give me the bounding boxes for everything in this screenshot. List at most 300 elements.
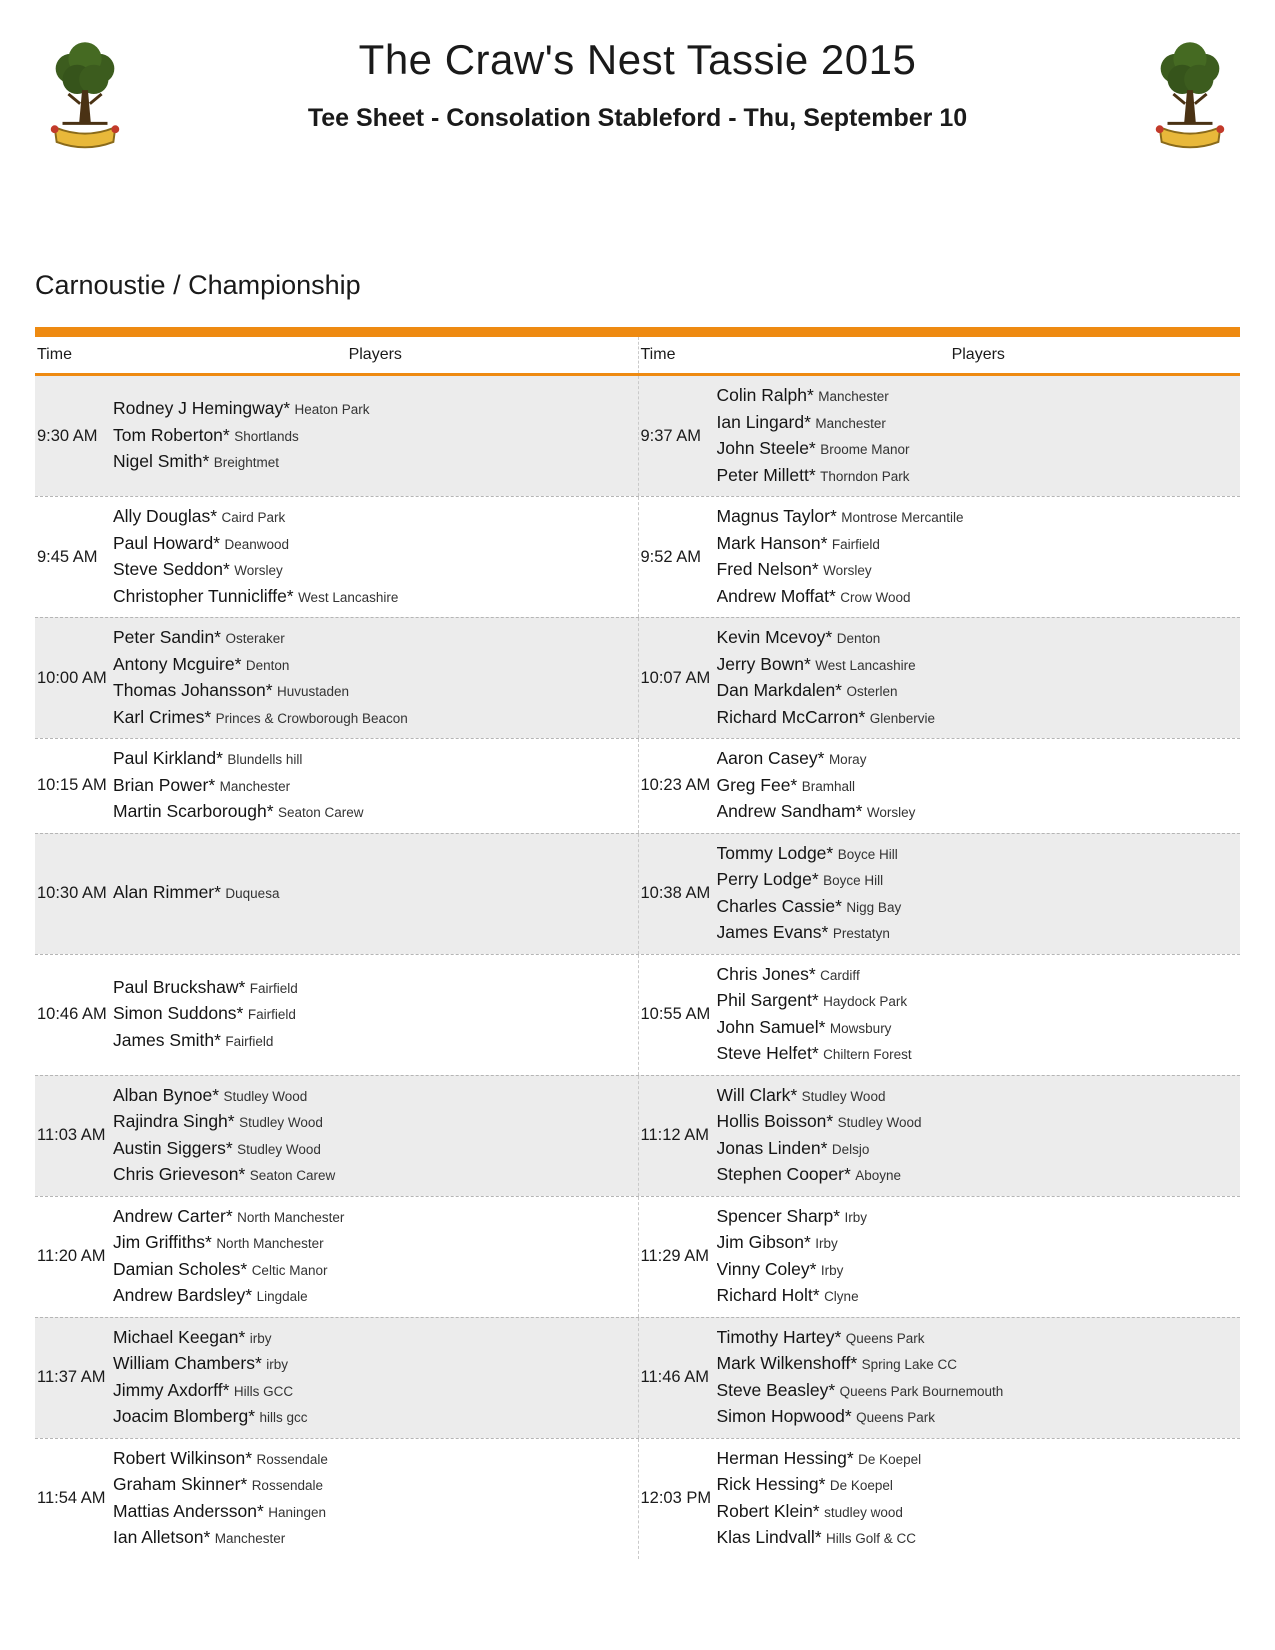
player-entry	[717, 1109, 1241, 1136]
players-list	[717, 1439, 1241, 1559]
player-club: hills gcc	[259, 1410, 308, 1425]
page-subtitle: Tee Sheet - Consolation Stableford - Thu, September 10	[307, 104, 968, 132]
tee-group-right	[638, 1197, 1241, 1317]
player-name: Ian Lingard*	[716, 411, 811, 432]
player-name: Jerry Bown*	[716, 653, 811, 674]
player-name: Michael Keegan*	[113, 1326, 246, 1347]
player-club: De Koepel	[829, 1478, 893, 1493]
tee-group-right	[638, 497, 1241, 617]
player-entry	[113, 1351, 638, 1378]
player-club: Studley Wood	[237, 1141, 321, 1157]
player-name: Simon Suddons*	[113, 1003, 244, 1024]
tee-group-left	[35, 497, 638, 617]
player-club: Fairfield	[247, 1007, 296, 1023]
player-name: Karl Crimes*	[113, 706, 212, 727]
player-club: Manchester	[815, 415, 886, 431]
player-entry	[717, 625, 1241, 652]
player-entry	[113, 975, 638, 1002]
club-crest-logo-left	[41, 34, 129, 156]
tee-group-right	[638, 1318, 1241, 1438]
player-name: Nigel Smith*	[113, 451, 210, 472]
player-entry	[717, 678, 1241, 705]
players-list	[113, 1076, 638, 1196]
player-club: Duquesa	[225, 886, 280, 902]
tee-time: 9:52 AM	[640, 547, 702, 566]
player-entry	[113, 557, 638, 584]
player-name: Greg Fee*	[716, 774, 798, 795]
player-entry	[113, 1378, 638, 1405]
player-entry	[113, 678, 638, 705]
player-name: Dan Markdalen*	[716, 680, 842, 700]
player-entry	[113, 652, 638, 679]
player-club: Rossendale	[256, 1451, 328, 1467]
player-club: Lingdale	[256, 1289, 308, 1304]
player-entry	[717, 531, 1241, 558]
column-header-players-left: Players	[348, 346, 402, 363]
player-club: Montrose Mercantile	[841, 510, 964, 525]
player-entry	[717, 1230, 1241, 1257]
players-list	[717, 376, 1241, 496]
player-entry	[113, 1325, 638, 1352]
player-club: Worsley	[823, 563, 872, 578]
table-row	[35, 617, 1240, 738]
player-name: Rajindra Singh*	[113, 1111, 235, 1131]
tee-time: 10:38 AM	[640, 884, 711, 902]
player-club: Mowsbury	[829, 1020, 892, 1036]
tee-time: 9:45 AM	[37, 547, 98, 566]
player-entry	[717, 584, 1241, 611]
player-entry	[113, 880, 638, 907]
tee-time: 10:00 AM	[37, 668, 107, 687]
players-list	[717, 834, 1241, 954]
player-club: Queens Park Bournemouth	[839, 1383, 1004, 1399]
player-name: Peter Millett*	[716, 464, 816, 485]
player-entry	[717, 1083, 1241, 1110]
player-club: Princes & Crowborough Beacon	[215, 710, 408, 726]
tee-group-right	[638, 1076, 1241, 1196]
tee-group-left	[35, 955, 638, 1075]
tee-time: 10:07 AM	[640, 668, 711, 687]
table-row	[35, 833, 1240, 954]
player-club: Manchester	[818, 389, 889, 404]
course-section-title: Carnoustie / Championship	[35, 270, 361, 300]
table-header-left	[35, 337, 638, 373]
player-club: Deanwood	[224, 536, 289, 552]
tee-time: 10:23 AM	[640, 776, 711, 795]
page-title: The Craw's Nest Tassie 2015	[358, 36, 917, 83]
players-list	[717, 497, 1241, 617]
player-club: Clyne	[824, 1289, 859, 1304]
player-entry	[113, 1136, 638, 1163]
player-club: Boyce Hill	[823, 873, 884, 888]
players-list	[113, 739, 638, 833]
tee-group-left	[35, 739, 638, 833]
player-entry	[717, 1283, 1241, 1310]
table-row	[35, 376, 1240, 496]
player-entry	[113, 1230, 638, 1257]
player-club: Thorndon Park	[820, 468, 910, 484]
player-name: Spencer Sharp*	[716, 1205, 841, 1226]
tee-group-left	[35, 1318, 638, 1438]
player-name: Richard Holt*	[716, 1285, 820, 1305]
player-entry	[113, 1109, 638, 1136]
player-entry	[717, 1404, 1241, 1431]
player-name: Phil Sargent*	[716, 990, 819, 1010]
player-entry	[113, 584, 638, 611]
table-row	[35, 1438, 1240, 1559]
player-entry	[113, 449, 638, 476]
players-list	[113, 376, 638, 496]
player-entry	[717, 746, 1241, 773]
player-name: Stephen Cooper*	[716, 1164, 851, 1184]
players-list	[717, 1076, 1241, 1196]
tee-group-right	[638, 739, 1241, 833]
player-club: Hills GCC	[233, 1383, 294, 1399]
player-club: Studley Wood	[801, 1088, 886, 1104]
players-list	[717, 1318, 1241, 1438]
tee-time: 9:30 AM	[37, 426, 98, 445]
player-club: Haningen	[268, 1504, 327, 1520]
player-entry	[717, 773, 1241, 800]
player-entry	[717, 436, 1241, 463]
tee-group-left	[35, 1076, 638, 1196]
tee-time: 11:20 AM	[37, 1247, 106, 1265]
player-name: Tommy Lodge*	[716, 842, 834, 863]
document-header	[35, 28, 1240, 178]
tee-time: 12:03 PM	[640, 1489, 712, 1507]
player-club: Osteraker	[225, 631, 285, 646]
player-club: Caird Park	[221, 510, 286, 525]
tee-time: 11:03 AM	[37, 1126, 106, 1144]
player-name: Robert Wilkinson*	[113, 1447, 253, 1468]
player-name: Chris Jones*	[716, 963, 816, 984]
player-club: irby	[249, 1330, 272, 1346]
player-name: Ian Alletson*	[113, 1527, 211, 1547]
players-list	[113, 1197, 638, 1317]
table-row	[35, 954, 1240, 1075]
players-list	[113, 618, 638, 738]
player-name: James Evans*	[716, 922, 829, 942]
player-club: Denton	[836, 631, 881, 646]
player-name: Aaron Casey*	[716, 748, 825, 768]
player-club: Fairfield	[831, 536, 880, 552]
player-club: studley wood	[824, 1504, 903, 1520]
player-name: Andrew Moffat*	[716, 585, 836, 606]
player-club: Huvustaden	[277, 684, 350, 699]
player-entry	[717, 1325, 1241, 1352]
tee-table-body	[35, 376, 1240, 1559]
player-entry	[717, 410, 1241, 437]
player-club: North Manchester	[216, 1236, 324, 1251]
player-club: Irby	[820, 1262, 844, 1278]
table-row	[35, 496, 1240, 617]
tee-group-left	[35, 1197, 638, 1317]
players-list	[717, 739, 1241, 833]
tee-group-right	[638, 834, 1241, 954]
player-entry	[717, 894, 1241, 921]
player-name: James Smith*	[113, 1029, 221, 1050]
player-entry	[717, 1136, 1241, 1163]
player-club: Boyce Hill	[837, 846, 898, 862]
player-club: Heaton Park	[294, 402, 370, 418]
player-club: Nigg Bay	[846, 899, 902, 915]
player-club: irby	[266, 1357, 288, 1372]
player-entry	[717, 799, 1241, 826]
player-club: Delsjo	[831, 1141, 870, 1157]
player-entry	[113, 1499, 638, 1526]
player-name: Antony Mcguire*	[113, 653, 242, 674]
tee-group-right	[638, 1439, 1241, 1559]
player-entry	[113, 1001, 638, 1028]
player-name: Vinny Coley*	[716, 1258, 817, 1279]
player-entry	[113, 1257, 638, 1284]
player-entry	[113, 1028, 638, 1055]
player-club: Studley Wood	[223, 1088, 308, 1104]
player-name: Alan Rimmer*	[113, 882, 221, 903]
player-club: Seaton Carew	[277, 805, 364, 820]
player-name: Richard McCarron*	[716, 706, 866, 727]
player-name: Damian Scholes*	[113, 1258, 248, 1279]
player-name: Robert Klein*	[716, 1500, 820, 1521]
club-crest-logo-right	[1146, 34, 1234, 156]
player-name: Graham Skinner*	[113, 1474, 248, 1494]
player-entry	[113, 1472, 638, 1499]
player-entry	[113, 1525, 638, 1552]
player-entry	[717, 557, 1241, 584]
player-club: Haydock Park	[823, 994, 908, 1009]
player-name: Perry Lodge*	[716, 869, 819, 889]
player-name: Martin Scarborough*	[113, 801, 274, 821]
player-club: Denton	[245, 657, 290, 673]
player-club: Worsley	[866, 805, 916, 820]
player-club: West Lancashire	[815, 657, 916, 673]
player-name: Steve Beasley*	[716, 1379, 836, 1400]
tee-group-left	[35, 376, 638, 496]
player-entry	[717, 1378, 1241, 1405]
player-club: West Lancashire	[298, 589, 399, 605]
tee-group-right	[638, 955, 1241, 1075]
player-name: Paul Kirkland*	[113, 748, 223, 768]
player-club: Irby	[844, 1209, 868, 1225]
players-list	[113, 497, 638, 617]
player-name: Andrew Sandham*	[716, 801, 863, 821]
player-entry	[113, 423, 638, 450]
player-club: Blundells hill	[227, 752, 303, 767]
table-header-right	[638, 337, 1241, 373]
tee-time: 11:54 AM	[37, 1489, 106, 1507]
tee-time: 10:46 AM	[37, 1005, 107, 1023]
player-entry	[717, 1015, 1241, 1042]
player-name: John Samuel*	[716, 1016, 826, 1037]
player-club: Bramhall	[801, 778, 855, 794]
player-club: Manchester	[219, 778, 291, 794]
player-name: John Steele*	[716, 438, 816, 458]
players-list	[717, 1197, 1241, 1317]
player-name: Jim Griffiths*	[113, 1232, 212, 1252]
table-row	[35, 1196, 1240, 1317]
player-club: Crow Wood	[840, 589, 911, 605]
player-name: Chris Grieveson*	[113, 1164, 246, 1184]
tee-group-right	[638, 376, 1241, 496]
player-club: Fairfield	[225, 1033, 274, 1049]
player-entry	[717, 652, 1241, 679]
player-name: Paul Howard*	[113, 532, 220, 553]
player-entry	[113, 1446, 638, 1473]
player-club: Shortlands	[234, 428, 299, 444]
column-header-time-right: Time	[640, 346, 676, 363]
player-name: Thomas Johansson*	[113, 680, 273, 700]
player-name: Simon Hopwood*	[716, 1406, 852, 1426]
player-name: Andrew Carter*	[113, 1205, 233, 1226]
tee-group-right	[638, 618, 1241, 738]
player-entry	[717, 1257, 1241, 1284]
player-entry	[717, 383, 1241, 410]
player-name: William Chambers*	[113, 1353, 262, 1373]
player-club: Osterlen	[846, 684, 898, 699]
player-club: Irby	[815, 1236, 838, 1251]
player-entry	[717, 1204, 1241, 1231]
tee-time: 11:46 AM	[640, 1368, 709, 1386]
player-club: Rossendale	[251, 1478, 323, 1493]
player-name: Joacim Blomberg*	[113, 1406, 255, 1426]
player-name: Rodney J Hemingway*	[113, 398, 291, 419]
column-header-time-left: Time	[37, 346, 72, 363]
player-name: Brian Power*	[113, 774, 216, 795]
player-club: Studley Wood	[239, 1115, 323, 1130]
tee-group-left	[35, 618, 638, 738]
tee-time: 10:30 AM	[37, 884, 107, 902]
player-club: Fairfield	[249, 980, 298, 996]
player-name: Jimmy Axdorff*	[113, 1379, 230, 1400]
player-entry	[113, 531, 638, 558]
column-header-players-right: Players	[951, 346, 1005, 363]
player-name: Will Clark*	[716, 1084, 798, 1105]
player-entry	[113, 1083, 638, 1110]
player-name: Tom Roberton*	[113, 424, 230, 445]
player-entry	[717, 1162, 1241, 1189]
player-name: Herman Hessing*	[716, 1447, 854, 1468]
player-name: Jonas Linden*	[716, 1137, 828, 1158]
player-club: Aboyne	[855, 1168, 902, 1183]
player-name: Paul Bruckshaw*	[113, 976, 246, 997]
players-list	[113, 1439, 638, 1559]
player-name: Fred Nelson*	[716, 559, 819, 579]
player-club: Broome Manor	[820, 442, 910, 457]
player-name: Steve Seddon*	[113, 559, 230, 579]
player-name: Timothy Hartey*	[716, 1326, 842, 1347]
tee-sheet-table	[35, 327, 1240, 1559]
tee-time: 9:37 AM	[640, 426, 702, 445]
player-name: Jim Gibson*	[716, 1232, 811, 1252]
tee-group-left	[35, 834, 638, 954]
player-entry	[717, 1041, 1241, 1068]
tee-group-left	[35, 1439, 638, 1559]
player-entry	[717, 1499, 1241, 1526]
player-club: Celtic Manor	[251, 1262, 328, 1278]
player-club: Breightmet	[213, 455, 280, 471]
player-entry	[717, 962, 1241, 989]
player-club: Cardiff	[820, 967, 860, 983]
player-entry	[113, 504, 638, 531]
player-club: Queens Park	[856, 1410, 935, 1425]
player-name: Peter Sandin*	[113, 627, 221, 647]
player-name: Magnus Taylor*	[716, 506, 837, 526]
player-club: Prestatyn	[832, 926, 890, 941]
player-entry	[717, 705, 1241, 732]
player-entry	[113, 1204, 638, 1231]
tee-time: 11:29 AM	[640, 1247, 709, 1265]
player-entry	[717, 1446, 1241, 1473]
player-entry	[717, 988, 1241, 1015]
player-club: Hills Golf & CC	[826, 1531, 917, 1546]
player-club: Seaton Carew	[249, 1168, 336, 1183]
player-name: Hollis Boisson*	[716, 1111, 834, 1131]
player-entry	[717, 920, 1241, 947]
player-name: Rick Hessing*	[716, 1474, 826, 1494]
player-entry	[113, 1404, 638, 1431]
player-entry	[113, 1283, 638, 1310]
table-row	[35, 738, 1240, 833]
player-entry	[717, 463, 1241, 490]
player-club: Spring Lake CC	[861, 1357, 957, 1372]
player-name: Mark Wilkenshoff*	[716, 1353, 858, 1373]
tee-time: 11:12 AM	[640, 1126, 709, 1144]
player-club: De Koepel	[858, 1451, 922, 1467]
player-club: Studley Wood	[837, 1115, 922, 1130]
player-name: Mattias Andersson*	[113, 1500, 264, 1521]
player-name: Andrew Bardsley*	[113, 1285, 253, 1305]
player-entry	[113, 746, 638, 773]
player-club: Glenbervie	[869, 710, 936, 726]
player-entry	[717, 504, 1241, 531]
player-name: Klas Lindvall*	[716, 1527, 822, 1547]
player-entry	[113, 625, 638, 652]
tee-time: 10:55 AM	[640, 1005, 711, 1023]
tee-time: 10:15 AM	[37, 776, 107, 795]
player-entry	[717, 1525, 1241, 1552]
player-club: Chiltern Forest	[823, 1047, 912, 1062]
player-name: Austin Siggers*	[113, 1137, 233, 1158]
player-entry	[717, 841, 1241, 868]
players-list	[113, 1318, 638, 1438]
player-club: Queens Park	[845, 1330, 925, 1346]
player-name: Ally Douglas*	[113, 506, 218, 526]
player-entry	[113, 396, 638, 423]
player-entry	[717, 1351, 1241, 1378]
players-list	[113, 955, 638, 1075]
player-club: North Manchester	[237, 1209, 345, 1225]
players-list	[113, 834, 638, 954]
table-row	[35, 1317, 1240, 1438]
player-entry	[717, 1472, 1241, 1499]
players-list	[717, 955, 1241, 1075]
player-club: Worsley	[234, 563, 283, 578]
player-club: Manchester	[214, 1531, 286, 1546]
table-top-accent-bar	[35, 327, 1240, 337]
player-entry	[717, 867, 1241, 894]
player-name: Alban Bynoe*	[113, 1084, 220, 1105]
table-header-row	[35, 337, 1240, 376]
player-name: Steve Helfet*	[716, 1043, 819, 1063]
player-entry	[113, 705, 638, 732]
player-name: Christopher Tunnicliffe*	[113, 585, 294, 606]
table-row	[35, 1075, 1240, 1196]
players-list	[717, 618, 1241, 738]
player-club: Moray	[828, 752, 867, 767]
player-entry	[113, 1162, 638, 1189]
player-entry	[113, 773, 638, 800]
player-name: Mark Hanson*	[716, 532, 828, 553]
